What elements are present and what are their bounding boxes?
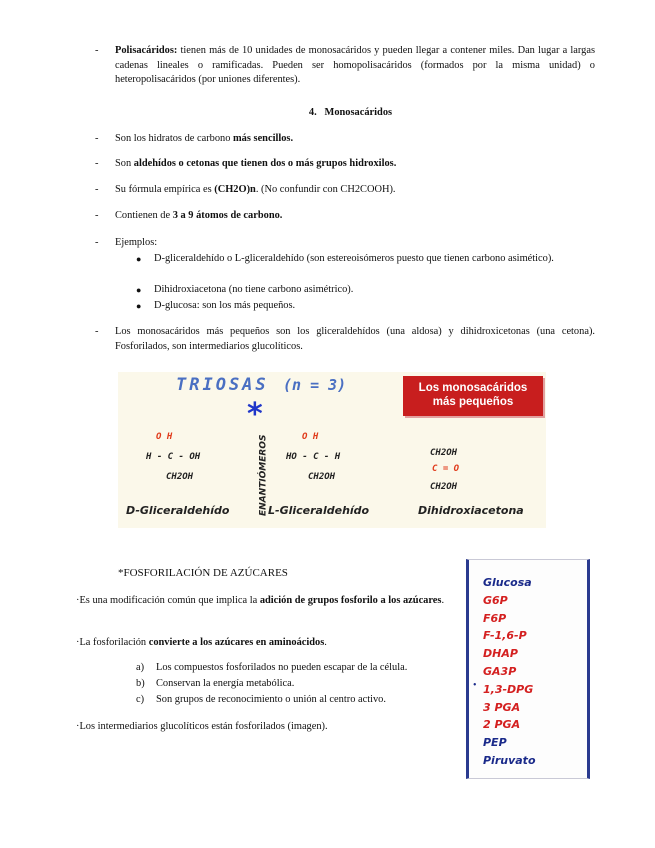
enantiomeros-label: ENANTIÓMEROS	[258, 434, 269, 517]
polisacaridos-text: Polisacáridos: tienen más de 10 unidades de monosacáridos y pueden llegar a contener miles. Dan lugar a largas cadenas lineales o ramificadas. Pueden ser homopolisacáridos (formados por la misma unidad) o heteropolisacáridos (por uniones diferentes).	[115, 45, 595, 86]
polisacaridos-title: Polisacáridos:	[115, 45, 178, 56]
bullet-dot: ●	[136, 254, 142, 264]
glycolysis-item: Piruvato	[483, 753, 536, 767]
ch2oh-group: CH2OH	[430, 448, 458, 458]
lettered-item: a) Los compuestos fosforilados no pueden escapar de la célula.	[136, 662, 408, 673]
triosas-title: TRIOSAS	[176, 375, 269, 395]
glycolysis-item: GA3P	[483, 664, 517, 678]
glycolysis-item: 3 PGA	[483, 700, 521, 714]
ch2oh-group: CH2OH	[166, 472, 194, 482]
bullet-item: - Son aldehídos o cetonas que tienen dos o más grupos hidroxilos.	[95, 158, 397, 169]
bullet-item: - Su fórmula empírica es (CH2O)n. (No confundir con CH2COOH).	[95, 184, 396, 195]
chiral-carbon-row: HO - C - H	[286, 452, 341, 462]
example-item: ● D-gliceraldehído o L-gliceraldehído (son estereoisómeros puesto que tienen carbono asimético).	[136, 252, 596, 282]
l-gliceraldehido-structure	[286, 430, 376, 500]
n-label: (n = 3)	[283, 376, 347, 394]
dihidroxiacetona-name: Dihidroxiacetona	[418, 504, 524, 517]
glycolysis-item: 1,3-DPG	[483, 682, 534, 696]
glycolysis-item: PEP	[483, 736, 507, 750]
carbonyl-group: O H	[156, 432, 173, 442]
banner-line2: más pequeños	[432, 396, 514, 408]
dash-marker: -	[95, 45, 99, 56]
glycolysis-item: G6P	[483, 593, 508, 607]
fosforilacion-paragraph: ·La fosforilación convierte a los azúcares en aminoácidos.	[76, 637, 327, 648]
ch2oh-group: CH2OH	[308, 472, 336, 482]
bullet-dot: ●	[136, 301, 142, 311]
bullet-item: - Son los hidratos de carbono más sencillos.	[95, 133, 294, 144]
d-gliceraldehido-structure	[146, 430, 236, 500]
glycolysis-list-card	[466, 559, 590, 779]
dihidroxiacetona-structure	[430, 446, 510, 506]
fosforilacion-heading: *FOSFORILACIÓN DE AZÚCARES	[118, 567, 288, 579]
section-title: Monosacáridos	[324, 107, 393, 118]
section-heading	[0, 106, 655, 121]
carbonyl-group: O H	[302, 432, 319, 442]
banner	[403, 376, 543, 416]
d-gliceraldehido-name: D-Gliceraldehído	[126, 504, 230, 517]
asterisk-mark: *	[247, 397, 263, 432]
glycolysis-list	[483, 574, 536, 770]
glycolysis-item: Glucosa	[483, 576, 532, 589]
l-gliceraldehido-name: L-Gliceraldehído	[268, 504, 370, 517]
fosforilacion-paragraph: ·Los intermediarios glucolíticos están fosforilados (imagen).	[76, 721, 328, 732]
carbonyl-group: C = O	[432, 464, 460, 474]
bullet-item: - Contienen de 3 a 9 átomos de carbono.	[95, 210, 283, 221]
triosas-figure	[118, 372, 546, 528]
example-item: ● D-glucosa: son los más pequeños.	[136, 299, 596, 315]
glycolysis-item: DHAP	[483, 647, 518, 661]
section-number: 4.	[308, 107, 317, 118]
bullet-item: - Los monosacáridos más pequeños son los gliceraldehídos (una aldosa) y dihidroxicetonas (una cetona). Fosforilados, son intermediarios glucolíticos.	[95, 326, 595, 352]
glycolysis-item: F6P	[483, 611, 507, 625]
bullet-marker: •	[473, 680, 477, 691]
fosforilacion-paragraph: ·Es una modificación común que implica la adición de grupos fosforilo a los azúcares.	[76, 595, 445, 606]
example-item: ● Dihidroxiacetona (no tiene carbono asimétrico).	[136, 283, 596, 299]
lettered-item: c) Son grupos de reconocimiento o unión al centro activo.	[136, 694, 386, 705]
glycolysis-item: F-1,6-P	[483, 629, 527, 643]
banner-line1: Los monosacáridos	[418, 382, 528, 394]
polisacaridos-item	[95, 44, 595, 90]
lettered-item: b) Conservan la energía metabólica.	[136, 678, 295, 689]
bullet-item: - Ejemplos:	[95, 237, 158, 248]
chiral-carbon-row: H - C - OH	[146, 452, 201, 462]
bullet-dot: ●	[136, 285, 142, 295]
ch2oh-group: CH2OH	[430, 482, 458, 492]
glycolysis-item: 2 PGA	[483, 718, 521, 732]
